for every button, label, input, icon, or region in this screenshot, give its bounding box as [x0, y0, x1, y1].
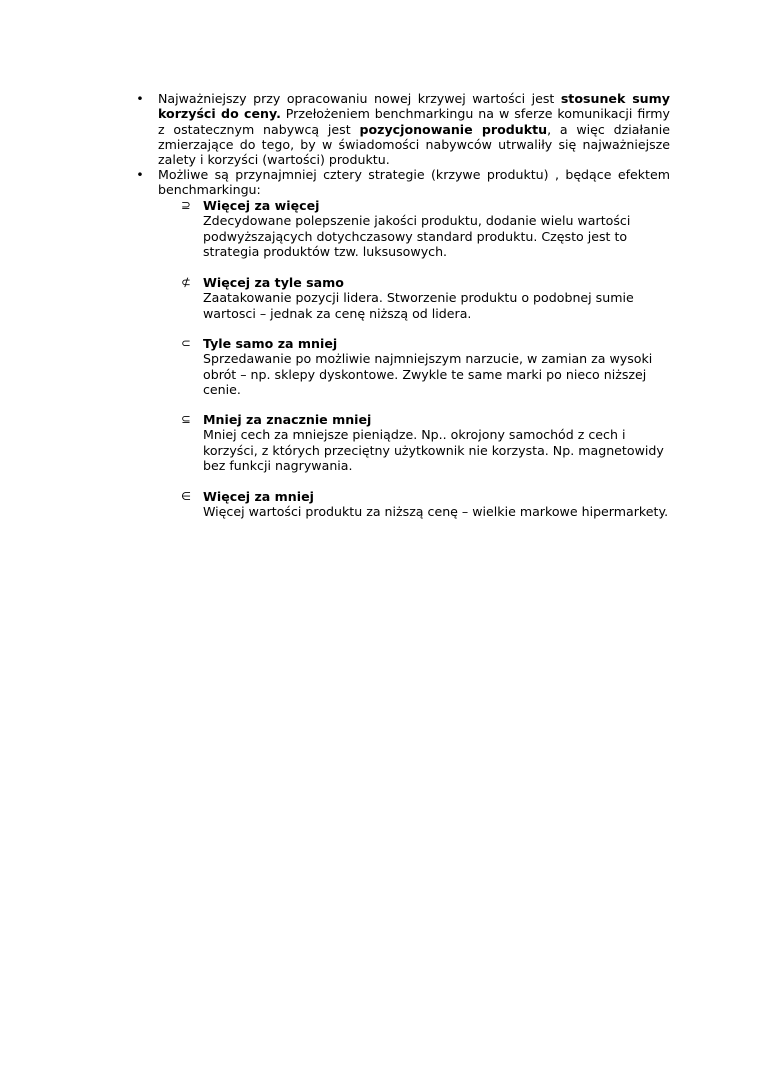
text-run: Najważniejszy przy opracowaniu nowej krzywej wartości jest [158, 91, 561, 106]
strategy-same-for-less [181, 336, 673, 397]
strategy-description: Sprzedawanie po możliwie najmniejszym narzucie, w zamian za wysoki obrót – np. sklepy dyskontowe. Zwykle te same marki po nieco niższej cenie. [203, 351, 653, 397]
strategy-title: Mniej za znacznie mniej [203, 412, 372, 427]
strategy-more-for-more [181, 198, 673, 259]
strategy-title: Więcej za więcej [203, 198, 320, 213]
bullet-icon: • [136, 91, 144, 106]
text-run: , a więc działanie zmierzające do tego, by w świadomości nabywców utrwaliły się najważniejsze zalety i korzyści (wartości) produktu. [158, 121, 670, 168]
text-run: Możliwe są przynajmniej cztery strategie (krzywe produktu) , będące efektem benchmarkingu: [158, 167, 670, 198]
strategy-more-for-same [181, 275, 673, 321]
strategy-title: Więcej za tyle samo [203, 275, 344, 290]
strategy-title: Więcej za mniej [203, 489, 314, 504]
subset-equal-icon: ⊆ [181, 412, 191, 426]
bold-text-run: stosunek sumy korzyści do ceny. [158, 91, 670, 122]
text-run: Przełożeniem benchmarkingu na w sferze komunikacji firmy z ostatecznym nabywcą jest [158, 106, 670, 137]
bullet-item-strategies [136, 167, 670, 198]
strategy-description: Mniej cech za mniejsze pieniądze. Np.. okrojony samochód z cech i korzyści, z których przeciętny użytkownik nie korzysta. Np. magnetowidy bez funkcji nagrywania. [203, 427, 664, 473]
element-of-icon: ∈ [180, 489, 192, 503]
paragraph-strategies-intro [158, 167, 670, 198]
bullet-icon: • [136, 167, 144, 182]
strategy-title: Tyle samo za mniej [203, 336, 338, 351]
strategy-description: Zaatakowanie pozycji lidera. Stworzenie produktu o podobnej sumie wartosci – jednak za cenę niższą od lidera. [203, 290, 634, 321]
strategy-description: Więcej wartości produktu za niższą cenę – wielkie markowe hipermarkety. [203, 504, 669, 520]
subset-icon: ⊂ [181, 336, 191, 350]
bold-text-run: pozycjonowanie produktu [359, 121, 548, 137]
paragraph-value-curve [158, 91, 670, 167]
not-subset-icon: ⊄ [181, 275, 191, 289]
superset-equal-icon: ⊇ [181, 198, 191, 212]
strategy-description: Zdecydowane polepszenie jakości produktu, dodanie wielu wartości podwyższających dotychczasowy standard produktu. Często jest to strategia produktów tzw. luksusowych. [203, 213, 631, 259]
bullet-item-value-curve [136, 91, 670, 168]
strategy-more-for-less [180, 489, 673, 520]
strategy-less-for-much-less [181, 412, 673, 473]
